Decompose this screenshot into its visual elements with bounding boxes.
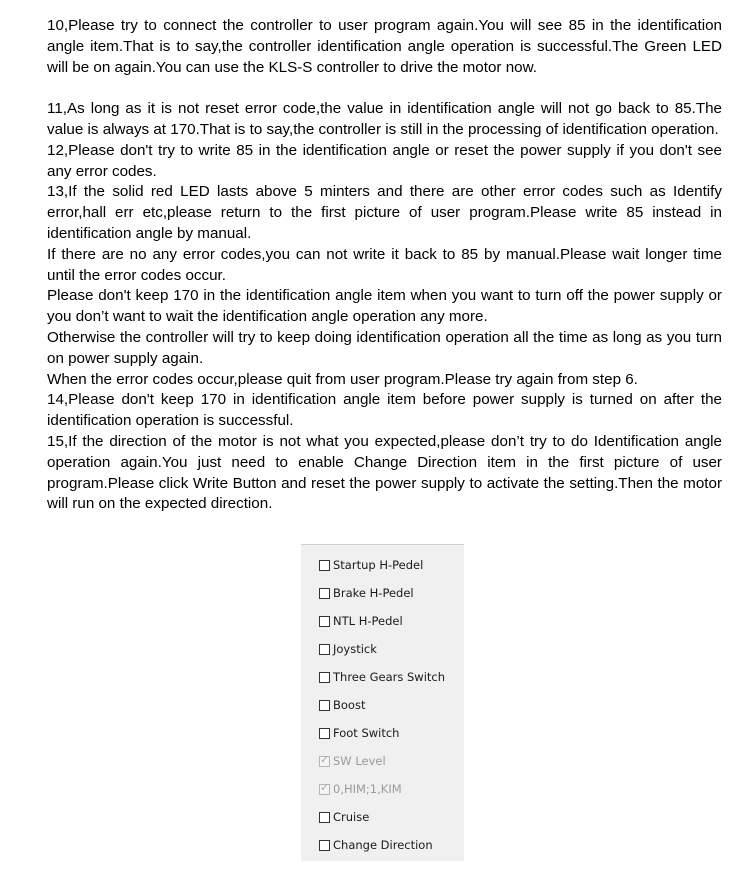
joystick-checkbox[interactable] [319,640,377,658]
paragraph-step-15: 15,If the direction of the motor is not what you expected,please don’t try to do Identification angle operation again.You just need to enable Change Direction item in the first picture of user program.Please click Write Button and reset the power supply to activate the setting.Then the motor will run on the expected direction. [47,432,722,513]
change-direction-checkbox[interactable] [319,836,433,854]
startup-h-pedel-checkbox[interactable] [319,556,423,574]
ntl-h-pedel-checkbox[interactable] [319,612,403,630]
paragraph-step-13: 13,If the solid red LED lasts above 5 minters and there are other error codes such as Identify error,hall err etc,please return to the first picture of user program.Please write 85 instead in identification angle by manual. [47,183,722,242]
foot-switch-checkbox[interactable] [319,724,399,742]
boost-checkbox[interactable] [319,696,365,714]
instructions-text [47,16,722,515]
checkbox-box[interactable] [319,672,330,683]
checkbox-box[interactable] [319,644,330,655]
checkbox-box[interactable] [319,560,330,571]
brake-h-pedel-checkbox[interactable] [319,584,414,602]
paragraph-step-14: 14,Please don't keep 170 in identification angle item before power supply is turned on after the identification operation is successful. [47,391,722,430]
checkbox-label: Three Gears Switch [333,670,446,684]
three-gears-switch-checkbox[interactable] [319,668,445,686]
checkbox-box[interactable] [319,588,330,599]
checkbox-box[interactable] [319,700,330,711]
checkbox-label: SW Level [333,754,386,768]
him-kim-checkbox [319,780,402,798]
checkbox-label: Change Direction [333,838,433,852]
paragraph-step-13-no-error: If there are no any error codes,you can not write it back to 85 by manual.Please wait longer time until the error codes occur. [47,245,722,284]
checkbox-label: Joystick [333,642,377,656]
checkbox-box[interactable] [319,812,330,823]
checkbox-box[interactable] [319,840,330,851]
checkbox-label: Cruise [333,810,370,824]
checkbox-label: Brake H-Pedel [333,586,414,600]
checkmark-icon: ✓ [320,752,330,766]
checkmark-icon: ✓ [320,780,330,794]
checkbox-label: Foot Switch [333,726,400,740]
sw-level-checkbox [319,752,386,770]
checkbox-label: NTL H-Pedel [333,614,403,628]
checkbox-label: Boost [333,698,366,712]
paragraph-step-13-otherwise: Otherwise the controller will try to keep doing identification operation all the time as long as you turn on power supply again. [47,328,722,367]
checkbox-box[interactable] [319,616,330,627]
paragraph-step-10: 10,Please try to connect the controller to user program again.You will see 85 in the identification angle item.That is to say,the controller identification angle operation is successful.The Green LED will be on again.You can use the KLS-S controller to drive the motor now. [47,17,722,76]
checkbox-label: Startup H-Pedel [333,558,424,572]
paragraph-step-13-quit: When the error codes occur,please quit from user program.Please try again from step 6. [47,370,638,388]
checkbox-label: 0,HIM;1,KIM [333,782,402,796]
cruise-checkbox[interactable] [319,808,369,826]
paragraph-step-11: 11,As long as it is not reset error code,the value in identification angle will not go back to 85.The value is always at 170.That is to say,the controller is still in the processing of identification operation. [47,100,722,138]
paragraph-step-12: 12,Please don't try to write 85 in the identification angle or reset the power supply if you don't see any error codes. [47,141,722,180]
options-checkbox-panel [301,544,464,861]
checkbox-box[interactable] [319,728,330,739]
checkbox-box [319,752,330,767]
paragraph-step-13-keep-170: Please don't keep 170 in the identification angle item when you want to turn off the power supply or you don’t want to wait the identification angle operation any more. [47,287,722,326]
checkbox-box [319,780,330,795]
